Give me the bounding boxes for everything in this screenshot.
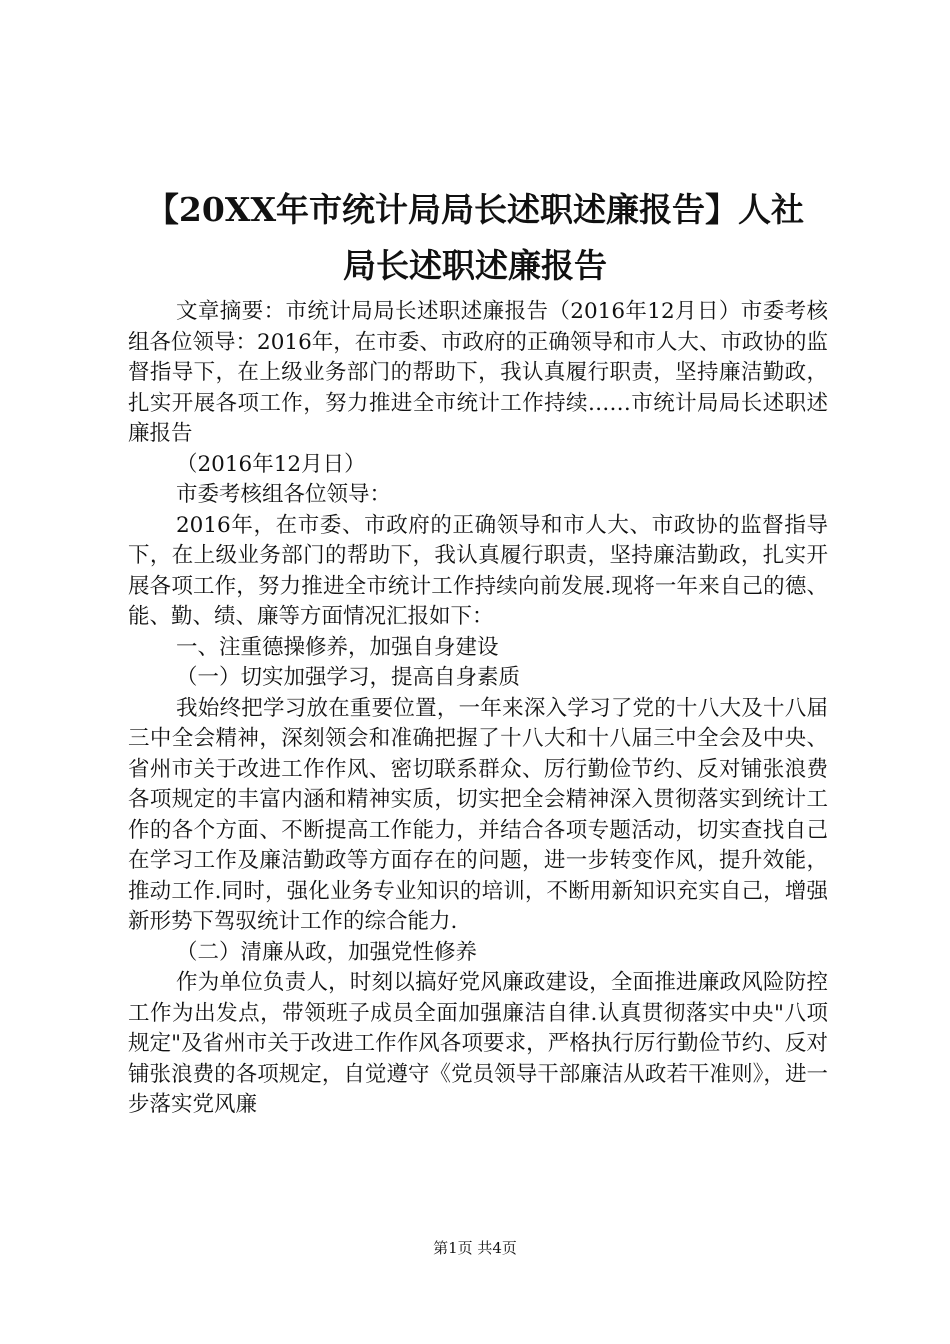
section-heading-1: 一、注重德操修养，加强自身建设 [176, 634, 499, 660]
report-date: （2016年12月日） [176, 451, 366, 477]
study-paragraph: 我始终把学习放在重要位置，一年来深入学习了党的十八大及十八届三中全会精神，深刻领会和准确把握了十八大和十八届三中全会及中央、省州市关于改进工作作风、密切联系群众、厉行勤俭节约、反对铺张浪费各项规定的丰富内涵和精神实质，切实把全会精神深入贯彻落实到统计工作的各个方面、不断提高工作能力，并结合各项专题活动，切实查找自己在学习工作及廉洁勤政等方面存在的问题，进一步转变作风，提升效能，推动工作.同时，强化业务专业知识的培训，不断用新知识充实自己，增强新形势下驾驭统计工作的综合能力. [128, 695, 828, 934]
integrity-paragraph: 作为单位负责人，时刻以搞好党风廉政建设，全面推进廉政风险防控工作为出发点，带领班子成员全面加强廉洁自律.认真贯彻落实中央"八项规定"及省州市关于改进工作作风各项要求，严格执行厉行勤俭节约、反对铺张浪费的各项规定，自觉遵守《党员领导干部廉洁从政若干准则》，进一步落实党风廉 [128, 970, 828, 1117]
document-title [110, 182, 840, 294]
intro-paragraph: 2016年，在市委、市政府的正确领导和市人大、市政协的监督指导下，在上级业务部门的帮助下，我认真履行职责，坚持廉洁勤政，扎实开展各项工作，努力推进全市统计工作持续向前发展.现将一年来自己的德、能、勤、绩、廉等方面情况汇报如下： [128, 512, 828, 629]
abstract-paragraph: 文章摘要：市统计局局长述职述廉报告（2016年12月日）市委考核组各位领导：2016年，在市委、市政府的正确领导和市人大、市政协的监督指导下，在上级业务部门的帮助下，我认真履行职责，坚持廉洁勤政，扎实开展各项工作，努力推进全市统计工作持续……市统计局局长述职述廉报告 [128, 299, 828, 446]
subsection-heading-1: （一）切实加强学习，提高自身素质 [176, 665, 521, 690]
document-body [128, 297, 828, 1121]
page-footer: 第1页 共4页 [433, 1239, 517, 1257]
title-line-1: 【20XX年市统计局局长述职述廉报告】人社 [145, 190, 805, 229]
subsection-heading-2: （二）清廉从政，加强党性修养 [176, 939, 478, 965]
title-line-2: 局长述职述廉报告 [343, 246, 607, 285]
salutation: 市委考核组各位领导： [176, 482, 392, 507]
